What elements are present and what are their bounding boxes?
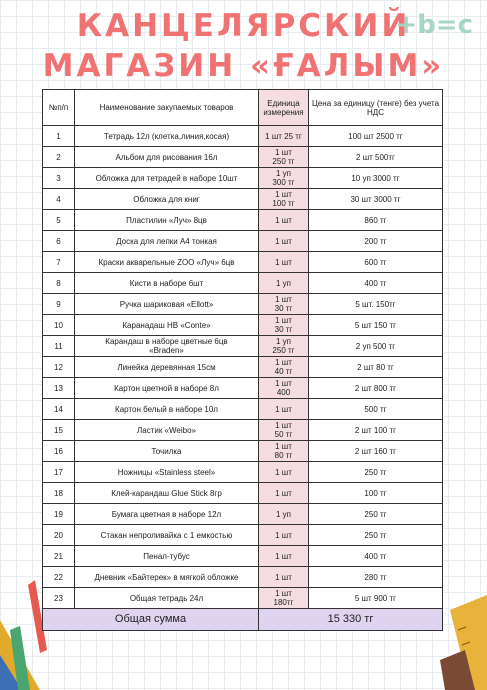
row-item-name: Линейка деревянная 15см [75, 357, 259, 378]
row-number: 4 [43, 189, 75, 210]
row-unit: 1 шт [259, 399, 309, 420]
table-row [43, 126, 443, 147]
row-unit: 1 шт [259, 483, 309, 504]
row-unit: 1 шт 30 тг [259, 315, 309, 336]
row-unit: 1 шт [259, 567, 309, 588]
row-unit: 1 шт [259, 525, 309, 546]
total-label: Общая сумма [43, 609, 259, 631]
row-item-name: Обложка для тетрадей в наборе 10шт [75, 168, 259, 189]
row-item-name: Дневник «Байтерек» в мягкой обложке [75, 567, 259, 588]
table-row [43, 273, 443, 294]
row-unit: 1 шт [259, 252, 309, 273]
row-item-name: Каранадаш НВ «Conte» [75, 315, 259, 336]
row-number: 5 [43, 210, 75, 231]
row-item-name: Пенал-тубус [75, 546, 259, 567]
row-unit: 1 шт 50 тг [259, 420, 309, 441]
ruler-decoration-right [440, 590, 487, 690]
row-unit: 1 шт 30 тг [259, 294, 309, 315]
row-unit: 1 шт 180тг [259, 588, 309, 609]
row-number: 3 [43, 168, 75, 189]
row-price: 2 уп 500 тг [309, 336, 443, 357]
row-unit: 1 шт 80 тг [259, 441, 309, 462]
row-item-name: Кисти в наборе 6шт [75, 273, 259, 294]
row-unit: 1 уп 250 тг [259, 336, 309, 357]
row-number: 17 [43, 462, 75, 483]
table-row [43, 525, 443, 546]
row-number: 7 [43, 252, 75, 273]
row-unit: 1 шт [259, 231, 309, 252]
row-item-name: Ножницы «Stainless steel» [75, 462, 259, 483]
row-unit: 1 шт 250 тг [259, 147, 309, 168]
row-item-name: Краски акварельные ZOO «Луч» 6цв [75, 252, 259, 273]
table-row [43, 420, 443, 441]
table-row [43, 210, 443, 231]
row-price: 5 шт. 150тг [309, 294, 443, 315]
table-row [43, 378, 443, 399]
table-row [43, 294, 443, 315]
table-row [43, 147, 443, 168]
row-number: 12 [43, 357, 75, 378]
row-unit: 1 шт 40 тг [259, 357, 309, 378]
row-number: 10 [43, 315, 75, 336]
table-row [43, 546, 443, 567]
table-row [43, 504, 443, 525]
row-number: 6 [43, 231, 75, 252]
row-price: 280 тг [309, 567, 443, 588]
row-price: 500 тг [309, 399, 443, 420]
table-row [43, 231, 443, 252]
row-number: 15 [43, 420, 75, 441]
table-row [43, 588, 443, 609]
total-value: 15 330 тг [259, 609, 443, 631]
row-unit: 1 шт [259, 210, 309, 231]
row-number: 23 [43, 588, 75, 609]
row-number: 13 [43, 378, 75, 399]
row-item-name: Общая тетрадь 24л [75, 588, 259, 609]
row-price: 400 тг [309, 546, 443, 567]
table-row [43, 399, 443, 420]
table-row [43, 483, 443, 504]
row-price: 250 тг [309, 504, 443, 525]
row-price: 860 тг [309, 210, 443, 231]
row-item-name: Картон цветной в наборе 8л [75, 378, 259, 399]
row-unit: 1 шт [259, 462, 309, 483]
row-price: 2 шт 100 тг [309, 420, 443, 441]
row-price: 5 шт 150 тг [309, 315, 443, 336]
row-item-name: Доска для лепки А4 тонкая [75, 231, 259, 252]
row-number: 22 [43, 567, 75, 588]
row-item-name: Тетрадь 12л (клетка,линия,косая) [75, 126, 259, 147]
row-price: 100 шт 2500 тг [309, 126, 443, 147]
table-row [43, 357, 443, 378]
row-item-name: Карандаш в наборе цветные 6цв «Braden» [75, 336, 259, 357]
formula-decoration: +b=c [395, 10, 473, 40]
row-unit: 1 уп [259, 273, 309, 294]
row-price: 10 уп 3000 тг [309, 168, 443, 189]
row-item-name: Бумага цветная в наборе 12л [75, 504, 259, 525]
row-number: 16 [43, 441, 75, 462]
row-number: 1 [43, 126, 75, 147]
table-row [43, 441, 443, 462]
table-row [43, 567, 443, 588]
row-number: 21 [43, 546, 75, 567]
table-row [43, 168, 443, 189]
table-row [43, 252, 443, 273]
row-number: 18 [43, 483, 75, 504]
row-unit: 1 шт 100 тг [259, 189, 309, 210]
row-item-name: Обложка для книг [75, 189, 259, 210]
row-price: 600 тг [309, 252, 443, 273]
total-row [43, 609, 443, 631]
row-number: 8 [43, 273, 75, 294]
table-row [43, 189, 443, 210]
row-price: 30 шт 3000 тг [309, 189, 443, 210]
row-item-name: Стакан непроливайка с 1 емкостью [75, 525, 259, 546]
row-unit: 1 шт [259, 546, 309, 567]
row-item-name: Пластилин «Луч» 8цв [75, 210, 259, 231]
header-unit: Единица измерения [259, 90, 309, 126]
row-price: 250 тг [309, 525, 443, 546]
row-item-name: Ластик «Weibo» [75, 420, 259, 441]
row-price: 200 тг [309, 231, 443, 252]
title-line-1: КАНЦЕЛЯРСКИЙ [76, 8, 411, 44]
row-price: 250 тг [309, 462, 443, 483]
price-table [42, 89, 443, 631]
header-item-name: Наименование закупаемых товаров [75, 90, 259, 126]
row-item-name: Альбом для рисования 16л [75, 147, 259, 168]
row-number: 2 [43, 147, 75, 168]
row-number: 9 [43, 294, 75, 315]
row-price: 400 тг [309, 273, 443, 294]
row-item-name: Точилка [75, 441, 259, 462]
table-header-row [43, 90, 443, 126]
row-number: 19 [43, 504, 75, 525]
row-price: 2 шт 800 тг [309, 378, 443, 399]
row-number: 20 [43, 525, 75, 546]
row-price: 5 шт 900 тг [309, 588, 443, 609]
table-row [43, 462, 443, 483]
row-price: 2 шт 80 тг [309, 357, 443, 378]
table-row [43, 336, 443, 357]
row-unit: 1 шт 400 [259, 378, 309, 399]
row-item-name: Ручка шариковая «Ellott» [75, 294, 259, 315]
row-price: 2 шт 160 тг [309, 441, 443, 462]
row-unit: 1 уп 300 тг [259, 168, 309, 189]
row-price: 2 шт 500тг [309, 147, 443, 168]
header-price: Цена за единицу (тенге) без учета НДС [309, 90, 443, 126]
row-number: 11 [43, 336, 75, 357]
row-price: 100 тг [309, 483, 443, 504]
title-line-2: МАГАЗИН «ҒАЛЫМ» [42, 48, 445, 84]
row-number: 14 [43, 399, 75, 420]
row-item-name: Картон белый в наборе 10л [75, 399, 259, 420]
header-number: №п/п [43, 90, 75, 126]
row-item-name: Клей-карандаш Glue Stick 8гр [75, 483, 259, 504]
row-unit: 1 шт 25 тг [259, 126, 309, 147]
row-unit: 1 уп [259, 504, 309, 525]
table-row [43, 315, 443, 336]
